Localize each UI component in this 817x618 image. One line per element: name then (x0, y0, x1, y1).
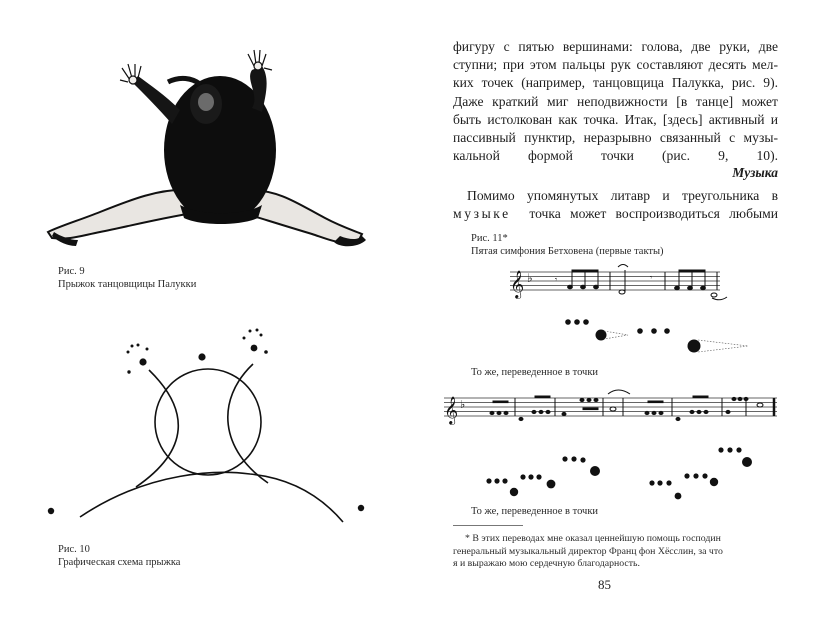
flat-signs: ♭ (460, 398, 466, 411)
dots-translation-1 (440, 300, 780, 370)
dot-small (649, 480, 654, 485)
dot-large (510, 488, 518, 496)
figure11-caption: Пятая симфония Бетховена (первые такты) (471, 246, 664, 257)
dancer-left-arm (132, 76, 180, 124)
footnote (453, 533, 783, 571)
text-line: ступни; при этом пальцы рук составляют десять мел- (453, 57, 778, 73)
text-line: ких точек (например, танцовщица Палукка, рис. 9). (453, 75, 778, 91)
dots-translation-2 (440, 440, 780, 510)
right-hand-dot (251, 345, 258, 352)
dot-large (590, 466, 600, 476)
music-staff-2 (440, 388, 780, 428)
paragraph-1 (453, 38, 778, 165)
svg-text:𝄾: 𝄾 (650, 273, 653, 282)
dancer-photo (40, 40, 380, 260)
text-line: фигуру с пятью вершинами: голова, две руки, две (453, 39, 778, 54)
dot-small (727, 447, 732, 452)
dot-small (520, 474, 525, 479)
text-line: быть истолкован как точка. Итак, [здесь] активный и (453, 111, 778, 127)
right-arc (228, 364, 268, 483)
figure10-caption: Графическая схема прыжка (58, 557, 181, 568)
right-foot-dot (358, 505, 364, 511)
dot-small (565, 319, 571, 325)
dot-small (637, 328, 643, 334)
dot-small (684, 473, 689, 478)
page-number: 85 (598, 577, 611, 592)
dot-small (657, 480, 662, 485)
translated-caption-2: То же, переведенное в точки (471, 506, 599, 517)
text-line: пассивный пунктир, неразрывно связанный с музы- (453, 130, 778, 146)
dot-small (718, 447, 723, 452)
dancer-right-hand (248, 50, 272, 70)
dot-small (528, 474, 533, 479)
text-line: кальной формой точки (рис. 9, 10). (453, 148, 778, 164)
music-staff-1 (505, 262, 730, 302)
svg-text:𝄾: 𝄾 (555, 275, 558, 284)
text-line (453, 205, 778, 223)
center-circle (155, 369, 261, 475)
decay-wedge (604, 331, 628, 339)
dot-small (666, 480, 671, 485)
dot-small (664, 328, 670, 334)
figure9-label: Рис. 9 (58, 266, 85, 277)
jump-diagram (40, 320, 380, 530)
treble-clef-icon: 𝄞 (510, 270, 525, 298)
dot-small (574, 319, 580, 325)
dot-large (547, 480, 556, 489)
dot-large (675, 493, 682, 500)
ground-arc (80, 472, 343, 522)
dot-small (580, 457, 585, 462)
spaced-word: музыке (453, 206, 511, 222)
dot-small (583, 319, 589, 325)
treble-clef-icon: 𝄞 (444, 396, 459, 424)
left-foot-dot (48, 508, 54, 514)
figure11-label: Рис. 11* (471, 233, 508, 244)
decay-wedge (698, 340, 748, 352)
dot-small (651, 328, 657, 334)
text-line: Помимо упомянутых литавр и треугольника в (467, 188, 778, 203)
footnote-line: генеральный музыкальный директор Франц фон Хёсслин, за что (453, 545, 723, 557)
dot-small (702, 473, 707, 478)
dot-small (562, 456, 567, 461)
flat-signs: ♭ (527, 271, 533, 285)
footnote-rule (453, 525, 523, 526)
dot-small (502, 478, 507, 483)
dot-small (736, 447, 741, 452)
dot-small (693, 473, 698, 478)
dot-small (536, 474, 541, 479)
left-hand-dot (139, 358, 146, 365)
dot-small (571, 456, 576, 461)
footnote-line: я и выражаю мою сердечную благодарность. (453, 558, 640, 570)
figure9-caption: Прыжок танцовщицы Палукки (58, 279, 197, 290)
figure10-label: Рис. 10 (58, 544, 90, 555)
dot-large (710, 478, 718, 486)
section-heading: Музыка (732, 165, 778, 180)
dot-small (494, 478, 499, 483)
dot-small (486, 478, 491, 483)
translated-caption-1: То же, переведенное в точки (471, 367, 599, 378)
text-line-rest: точка может воспроизводиться любыми (529, 206, 779, 222)
footnote-line: * В этих переводах мне оказал ценнейшую помощь господин (465, 533, 721, 544)
head-dot (198, 353, 205, 360)
paragraph-2 (453, 187, 778, 223)
text-line: Даже краткий миг неподвижности [в танце] может (453, 93, 778, 109)
dot-large (742, 457, 752, 467)
left-arc (136, 370, 178, 487)
dot-large (688, 340, 701, 353)
